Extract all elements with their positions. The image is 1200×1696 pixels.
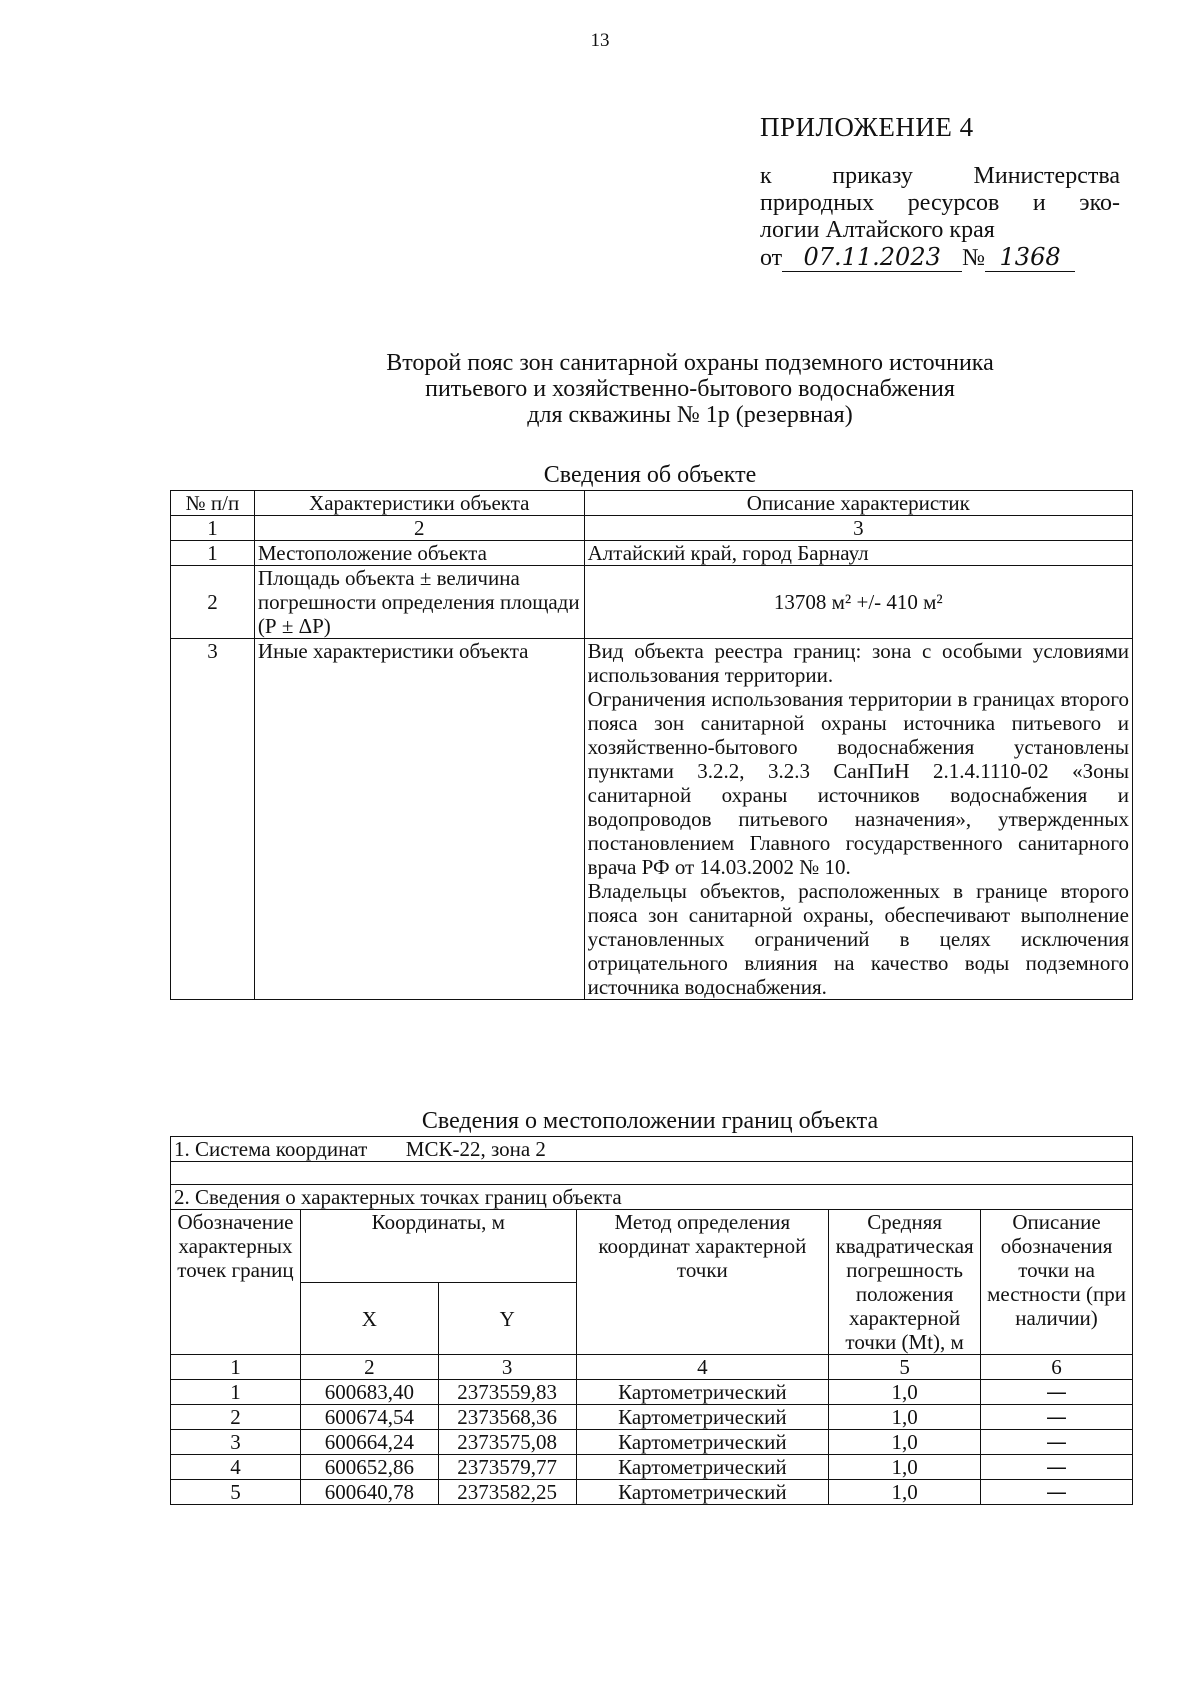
coord-system [171,1137,1133,1162]
appendix-title: ПРИЛОЖЕНИЕ 4 [760,112,974,142]
title-line-3: для скважины № 1р (резервная) [527,402,853,428]
header-point-description: Описание обозначения точки на местности (при наличии) [981,1210,1133,1355]
order-reference [760,163,1120,272]
col-number: 2 [254,516,584,541]
row-number: 1 [171,541,255,566]
point-x: 600652,86 [300,1455,438,1480]
row-description: Алтайский край, город Барнаул [584,541,1132,566]
row-characteristic: Площадь объекта ± величина погрешности определения площади (Р ± ΔР) [254,566,584,639]
page-number: 13 [590,30,610,51]
header-description: Описание характеристик [584,491,1132,516]
header-y: Y [438,1283,576,1355]
object-info-heading: Сведения об объекте [543,462,757,488]
header-x: X [300,1283,438,1355]
col-number: 5 [829,1355,981,1380]
description-paragraph: Вид объекта реестра границ: зона с особыми условиями использования территории. [587,639,1129,687]
table-row [171,1405,1133,1430]
order-line-2: природных ресурсов и эко- [760,190,1120,216]
point-x: 600664,24 [300,1430,438,1455]
row-description: 13708 м² +/- 410 м² [584,566,1132,639]
row-description [584,639,1132,1000]
header-number: № п/п [171,491,255,516]
point-x: 600683,40 [300,1380,438,1405]
row-number: 3 [171,639,255,1000]
point-id: 1 [171,1380,301,1405]
point-x: 600640,78 [300,1480,438,1505]
point-error: 1,0 [829,1480,981,1505]
description-paragraph: Владельцы объектов, расположенных в границе второго пояса зон санитарной охраны, обеспечивают выполнение установленных ограничений в целях исключения отрицательного влияния на качество воды подземного источника водоснабжения. [587,879,1129,999]
row-characteristic: Местоположение объекта [254,541,584,566]
table-row [171,1380,1133,1405]
row-characteristic: Иные характеристики объекта [254,639,584,1000]
table-numbering-row [171,516,1133,541]
coordinates-table [170,1136,1133,1505]
table-row [171,1480,1133,1505]
coord-system-value: МСК-22, зона 2 [405,1137,546,1161]
header-coords: Координаты, м [300,1210,576,1283]
table-row [171,566,1133,639]
point-id: 4 [171,1455,301,1480]
table-row [171,541,1133,566]
point-method: Картометрический [576,1480,829,1505]
point-id: 2 [171,1405,301,1430]
row-number: 2 [171,566,255,639]
table-row [171,1430,1133,1455]
document-title [260,350,1120,428]
number-label: № [962,245,986,271]
point-error: 1,0 [829,1380,981,1405]
order-line-1: к приказу Министерства [760,163,1120,189]
point-x: 600674,54 [300,1405,438,1430]
point-y: 2373579,77 [438,1455,576,1480]
point-method: Картометрический [576,1455,829,1480]
points-heading-row [171,1185,1133,1210]
point-description: — [981,1405,1133,1430]
point-y: 2373559,83 [438,1380,576,1405]
col-number: 2 [300,1355,438,1380]
table-header-row [171,491,1133,516]
empty-cell [171,1162,1133,1185]
col-number: 3 [438,1355,576,1380]
point-y: 2373582,25 [438,1480,576,1505]
point-error: 1,0 [829,1405,981,1430]
col-number: 6 [981,1355,1133,1380]
order-line-3: логии Алтайского края [760,217,995,243]
title-line-2: питьевого и хозяйственно-бытового водоснабжения [425,376,955,402]
point-error: 1,0 [829,1430,981,1455]
from-label: от [760,245,783,271]
header-designation: Обозначение характерных точек границ [171,1210,301,1355]
spacer-row [171,1162,1133,1185]
col-number: 1 [171,516,255,541]
header-error: Средняя квадратическая погрешность положения характерной точки (Mt), м [829,1210,981,1355]
point-description: — [981,1480,1133,1505]
table-row [171,1455,1133,1480]
coords-header-row [171,1210,1133,1283]
coord-system-row [171,1137,1133,1162]
point-method: Картометрический [576,1430,829,1455]
col-number: 3 [584,516,1132,541]
header-method: Метод определения координат характерной точки [576,1210,829,1355]
point-y: 2373575,08 [438,1430,576,1455]
object-info-table [170,490,1133,1000]
location-heading: Сведения о местоположении границ объекта [421,1108,879,1134]
point-description: — [981,1380,1133,1405]
point-description: — [981,1430,1133,1455]
coords-numbering-row [171,1355,1133,1380]
order-date: 07.11.2023 [782,244,962,272]
point-y: 2373568,36 [438,1405,576,1430]
point-description: — [981,1455,1133,1480]
col-number: 4 [576,1355,829,1380]
point-method: Картометрический [576,1405,829,1430]
point-id: 3 [171,1430,301,1455]
order-date-number [760,244,1120,272]
header-characteristics: Характеристики объекта [254,491,584,516]
point-id: 5 [171,1480,301,1505]
coord-system-label: 1. Система координат [174,1137,368,1161]
order-number: 1368 [985,244,1075,272]
col-number: 1 [171,1355,301,1380]
points-heading: 2. Сведения о характерных точках границ объекта [171,1185,1133,1210]
point-error: 1,0 [829,1455,981,1480]
point-method: Картометрический [576,1380,829,1405]
title-line-1: Второй пояс зон санитарной охраны подземного источника [386,350,994,376]
description-paragraph: Ограничения использования территории в границах второго пояса зон санитарной охраны источника питьевого и хозяйственно-бытового водоснабжения установлены пунктами 3.2.2, 3.2.3 СанПиН 2.1.4.1110-02 «Зоны санитарной охраны источников водоснабжения и водопроводов питьевого назначения», утвержденных постановлением Главного государственного санитарного врача РФ от 14.03.2002 № 10. [587,687,1129,879]
table-row [171,639,1133,1000]
